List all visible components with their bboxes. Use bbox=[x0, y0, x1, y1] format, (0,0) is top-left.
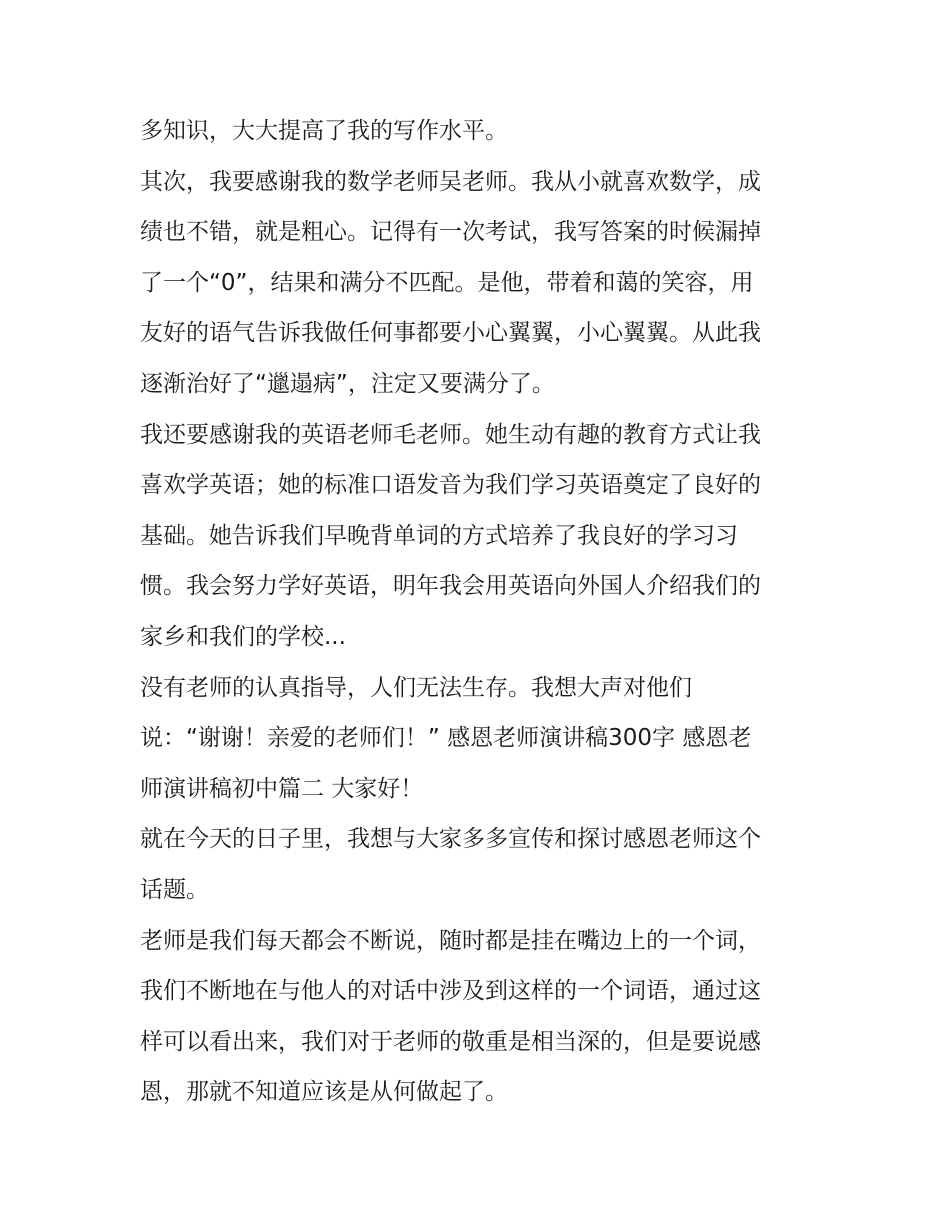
text-line: 老师是我们每天都会不断说，随时都是挂在嘴边上的一个词， bbox=[140, 927, 761, 954]
text-line: 没有老师的认真指导，人们无法生存。我想大声对他们 bbox=[140, 674, 692, 701]
text-line: 恩，那就不知道应该是从何做起了。 bbox=[140, 1079, 508, 1106]
text-line: 话题。 bbox=[140, 876, 209, 903]
text-line: 家乡和我们的学校... bbox=[140, 623, 346, 650]
text-line: 样可以看出来，我们对于老师的敬重是相当深的，但是要说感 bbox=[140, 1028, 761, 1055]
text-line: 绩也不错，就是粗心。记得有一次考试，我写答案的时候漏掉 bbox=[140, 219, 761, 246]
document-body bbox=[140, 106, 820, 1118]
text-line: 基础。她告诉我们早晚背单词的方式培养了我良好的学习习 bbox=[140, 522, 738, 549]
text-line: 惯。我会努力学好英语，明年我会用英语向外国人介绍我们的 bbox=[140, 573, 761, 600]
text-line: 多知识，大大提高了我的写作水平。 bbox=[140, 118, 508, 144]
text-line: 师演讲稿初中篇二 大家好！ bbox=[140, 775, 424, 802]
text-line: 喜欢学英语；她的标准口语发音为我们学习英语奠定了良好的 bbox=[140, 472, 761, 499]
text-line: 友好的语气告诉我做任何事都要小心翼翼，小心翼翼。从此我 bbox=[140, 320, 761, 347]
text-line: 说：“谢谢！亲爱的老师们！” 感恩老师演讲稿300字 感恩老 bbox=[140, 725, 752, 752]
text-line: 我们不断地在与他人的对话中涉及到这样的一个词语，通过这 bbox=[140, 978, 761, 1005]
text-line: 了一个“0”，结果和满分不匹配。是他，带着和蔼的笑容，用 bbox=[140, 269, 754, 296]
text-line: 我还要感谢我的英语老师毛老师。她生动有趣的教育方式让我 bbox=[140, 421, 761, 448]
text-line: 其次，我要感谢我的数学老师吴老师。我从小就喜欢数学，成 bbox=[140, 168, 761, 195]
text-line: 就在今天的日子里，我想与大家多多宣传和探讨感恩老师这个 bbox=[140, 826, 761, 853]
text-line: 逐渐治好了“邋遢病”，注定又要满分了。 bbox=[140, 370, 555, 397]
